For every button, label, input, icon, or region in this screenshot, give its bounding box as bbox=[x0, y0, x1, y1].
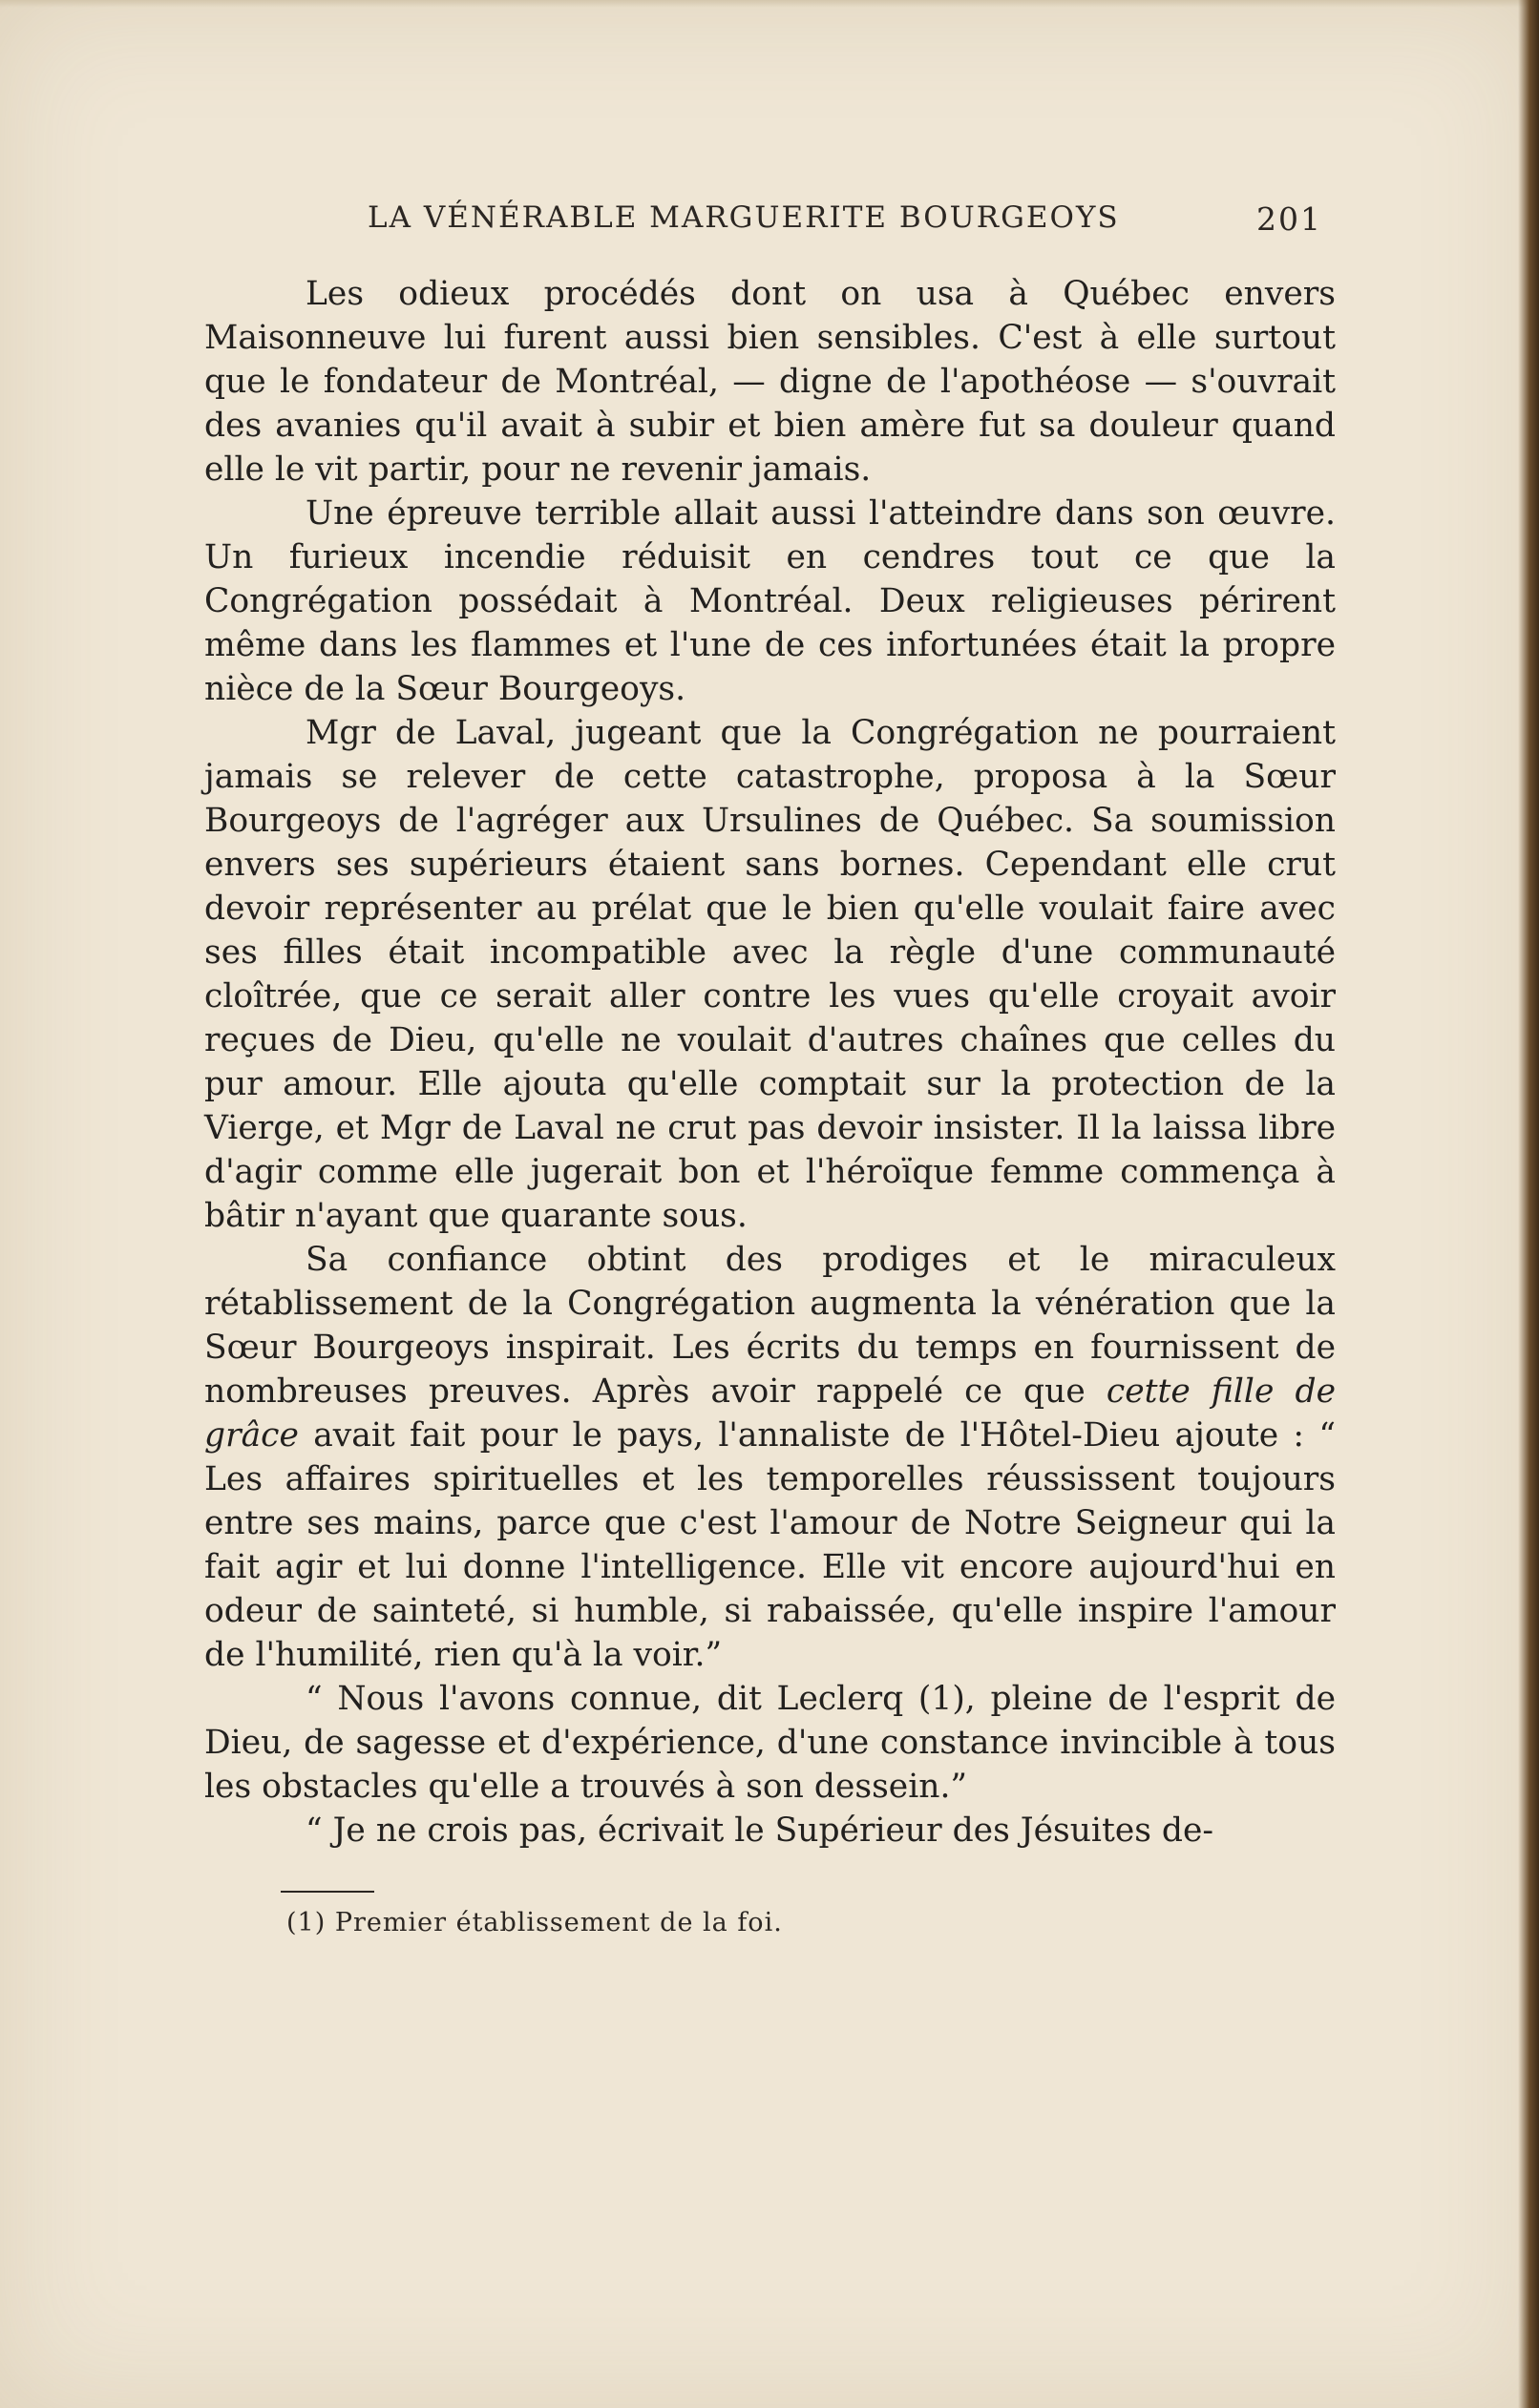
paragraph: “ Nous l'avons connue, dit Leclerq (1), pleine de l'esprit de Dieu, de sagesse et d'expérience, d'une constance invincible à tous les obstacles qu'elle a trouvés à son dessein.” bbox=[204, 1680, 1336, 1806]
paragraph: Les odieux procédés dont on usa à Québec envers Maisonneuve lui furent aussi bien sensibles. C'est à elle surtout que le fondateur de Montréal, — digne de l'apothéose — s'ouvrait des avanies qu'il avait à subir et bien amère fut sa douleur quand elle le vit partir, pour ne revenir jamais. bbox=[204, 275, 1336, 489]
footnote: (1) Premier établissement de la foi. bbox=[286, 1908, 783, 1937]
paragraph-text: Sa confiance obtint des prodiges et le miraculeux rétablissement de la Congrégation augmenta la vénération que la Sœur Bourgeoys inspirait. Les écrits du temps en fournissent de nombreuses preuves. Après avoir rappelé ce que bbox=[204, 1241, 1336, 1411]
paragraph bbox=[204, 1238, 1336, 1677]
footnote-rule bbox=[281, 1891, 374, 1893]
paragraph-text: avait fait pour le pays, l'annaliste de l'Hôtel-Dieu ajoute : “ Les affaires spirituelles et les temporelles réussissent toujours entre ses mains, parce que c'est l'amour de Notre Seigneur qui la fait agir et lui donne l'intelligence. Elle vit encore aujourd'hui en odeur de sainteté, si humble, si rabaissée, qu'elle inspire l'amour de l'humilité, rien qu'à la voir.” bbox=[204, 1416, 1336, 1674]
running-head bbox=[368, 191, 1322, 248]
paragraph: Une épreuve terrible allait aussi l'atteindre dans son œuvre. Un furieux incendie réduisit en cendres tout ce que la Congrégation possédait à Montréal. Deux religieuses périrent même dans les flammes et l'une de ces infortunées était la propre nièce de la Sœur Bourgeoys. bbox=[204, 494, 1336, 708]
page-top-edge bbox=[0, 0, 1539, 8]
paragraph: Mgr de Laval, jugeant que la Congrégation ne pourraient jamais se relever de cette catastrophe, proposa à la Sœur Bourgeoys de l'agréger aux Ursulines de Québec. Sa soumission envers ses supérieurs étaient sans bornes. Cependant elle crut devoir représenter au prélat que le bien qu'elle voulait faire avec ses filles était incompatible avec la règle d'une communauté cloîtrée, que ce serait aller contre les vues qu'elle croyait avoir reçues de Dieu, qu'elle ne voulait d'autres chaînes que celles du pur amour. Elle ajouta qu'elle comptait sur la protection de la Vierge, et Mgr de Laval ne crut pas devoir insister. Il la laissa libre d'agir comme elle jugerait bon et l'héroïque femme commença à bâtir n'ayant que quarante sous. bbox=[204, 714, 1336, 1235]
page-binding-edge bbox=[1518, 0, 1539, 2408]
running-title: LA VÉNÉRABLE MARGUERITE BOURGEOYS bbox=[368, 200, 1120, 235]
page-number: 201 bbox=[1256, 200, 1322, 238]
paragraph: “ Je ne crois pas, écrivait le Supérieur des Jésuites de- bbox=[306, 1811, 1214, 1850]
body-text bbox=[204, 272, 1336, 1853]
italic-quote: cette fille de grâce bbox=[204, 1372, 1336, 1455]
